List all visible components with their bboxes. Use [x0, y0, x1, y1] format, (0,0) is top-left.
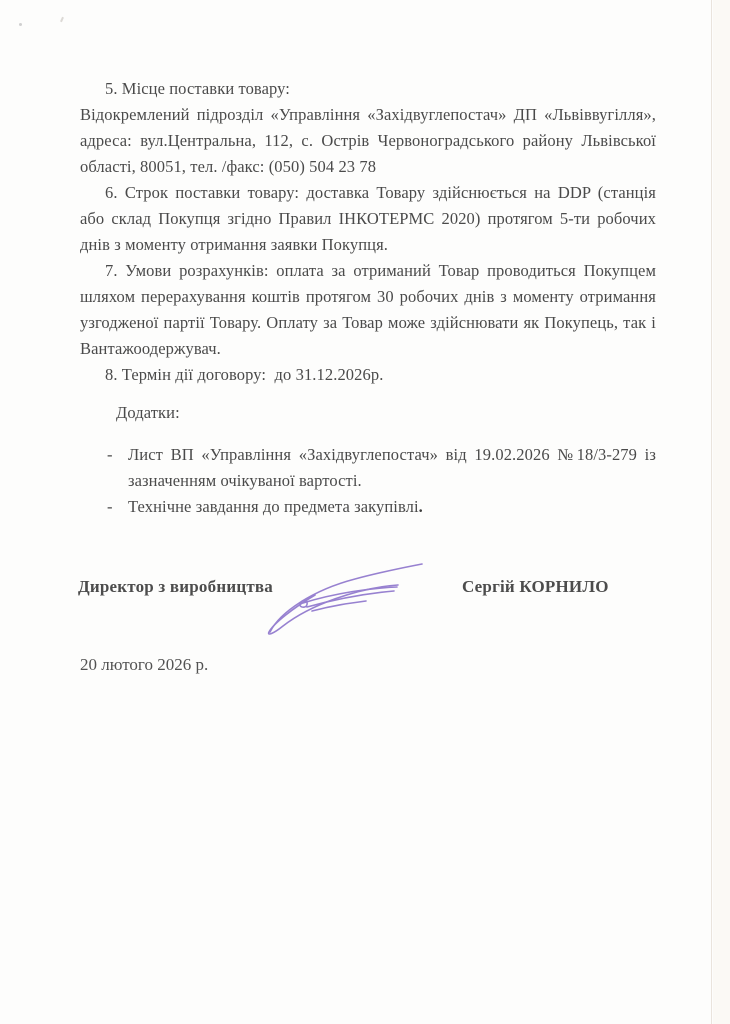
- attachment-letter-text: [128, 442, 656, 494]
- list-dash: -: [107, 445, 113, 464]
- attachments-list: [80, 442, 656, 520]
- document-body: [80, 76, 656, 520]
- clause-6-delivery-term: 6. Строк поставки товару: доставка Товару здійснюється на DDP (станція або склад Покупця згідно Правил ІНКОТЕРМС 2020) протягом 5-ти робочих днів з моменту отримання заявки Покупця.: [80, 183, 656, 254]
- signatory-name: Сергій КОРНИЛО: [462, 577, 609, 596]
- scan-edge-line: [711, 0, 712, 1024]
- document-date: 20 лютого 2026 р.: [80, 655, 209, 674]
- attachment-text: Лист ВП «Управління «Західвуглепостач» від 19.02.2026 №18/3-279 із зазначенням очікуваної вартості.: [128, 445, 656, 490]
- scan-speck: [19, 23, 22, 26]
- handwritten-signature: [255, 548, 445, 643]
- scan-speck: [60, 17, 64, 22]
- signatory-title: Директор з виробництва: [78, 577, 273, 596]
- list-item-attachment-technical-task: [80, 494, 656, 520]
- list-dash: -: [107, 497, 113, 516]
- attachment-text-suffix: .: [418, 497, 423, 516]
- clause-8-contract-validity: 8. Термін дії договору: до 31.12.2026р.: [105, 365, 384, 384]
- list-item-attachment-letter: [80, 442, 656, 494]
- clause-5-place-of-delivery-heading: 5. Місце поставки товару:: [105, 79, 290, 98]
- attachment-text: Технічне завдання до предмета закупівлі: [128, 497, 419, 516]
- clause-7-payment-terms: 7. Умови розрахунків: оплата за отриманий Товар проводиться Покупцем шляхом перерахування коштів протягом 30 робочих днів з моменту отримання узгодженої партії Товару. Оплату за Товар може здійснювати як Покупець, так і Вантажоодержувач.: [80, 261, 656, 358]
- clause-5-delivery-address: Відокремлений підрозділ «Управління «Західвуглепостач» ДП «Львіввугілля», адреса: вул.Центральна, 112, с. Острів Червоноградського району Львівської області, 80051, тел. /факс: (050) 504 23 78: [80, 105, 656, 176]
- attachments-heading: Додатки:: [116, 403, 180, 422]
- attachment-technical-task-text: [128, 494, 656, 520]
- scan-edge-strip: [713, 0, 730, 1024]
